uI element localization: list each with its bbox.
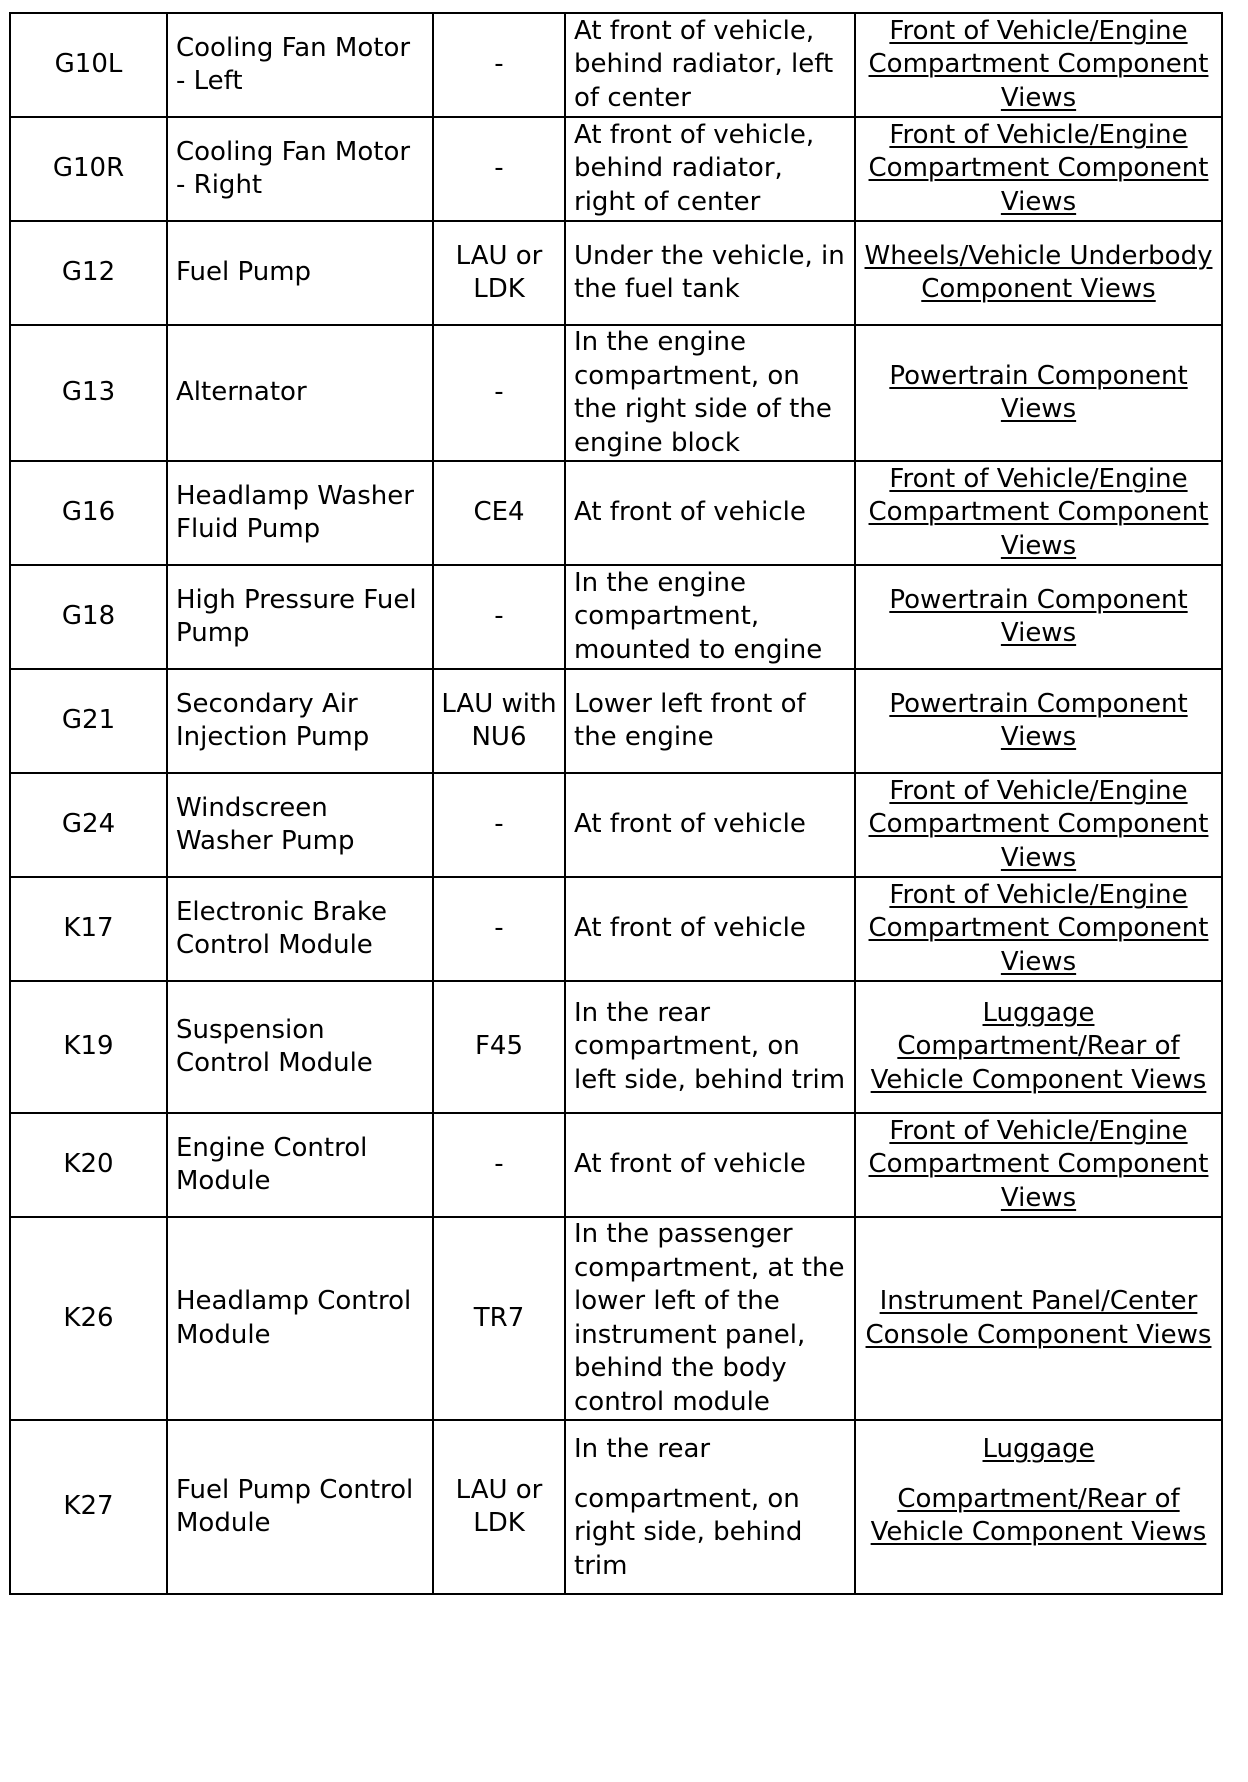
component-name: Secondary Air Injection Pump	[167, 669, 433, 773]
view-link[interactable]: Front of Vehicle/Engine Compartment Component Views	[868, 1115, 1209, 1213]
component-id: G18	[10, 565, 167, 669]
component-id: K20	[10, 1113, 167, 1217]
component-id: K26	[10, 1217, 167, 1420]
view-link[interactable]: Front of Vehicle/Engine Compartment Component Views	[868, 775, 1209, 873]
component-id: G16	[10, 461, 167, 565]
table-row	[10, 1113, 1222, 1217]
component-option: F45	[433, 981, 565, 1113]
component-id: G12	[10, 221, 167, 325]
component-locator-table	[9, 12, 1223, 1595]
component-location: In the rear compartment, on left side, behind trim	[565, 981, 855, 1113]
component-location: In the engine compartment, mounted to engine	[565, 565, 855, 669]
table-row	[10, 117, 1222, 221]
component-location: At front of vehicle	[565, 773, 855, 877]
view-link[interactable]: Instrument Panel/Center Console Component Views	[865, 1286, 1212, 1350]
component-id: G21	[10, 669, 167, 773]
component-option: LAU or LDK	[433, 221, 565, 325]
component-name: Fuel Pump Control Module	[167, 1420, 433, 1594]
table-row	[10, 981, 1222, 1113]
view-cell	[855, 13, 1222, 117]
component-location: At front of vehicle	[565, 1113, 855, 1217]
component-id: G10R	[10, 117, 167, 221]
component-location: Under the vehicle, in the fuel tank	[565, 221, 855, 325]
component-name: Engine Control Module	[167, 1113, 433, 1217]
component-id: K19	[10, 981, 167, 1113]
component-option: -	[433, 1113, 565, 1217]
component-id: G13	[10, 325, 167, 461]
component-name: Headlamp Control Module	[167, 1217, 433, 1420]
component-name: Cooling Fan Motor - Right	[167, 117, 433, 221]
component-option: -	[433, 13, 565, 117]
component-name: Suspension Control Module	[167, 981, 433, 1113]
table-row	[10, 1420, 1222, 1594]
view-link[interactable]: Powertrain Component Views	[889, 688, 1188, 752]
component-location: At front of vehicle	[565, 461, 855, 565]
component-id: G10L	[10, 13, 167, 117]
component-option: -	[433, 565, 565, 669]
view-cell	[855, 117, 1222, 221]
component-name: Alternator	[167, 325, 433, 461]
component-name: Fuel Pump	[167, 221, 433, 325]
component-option: LAU or LDK	[433, 1420, 565, 1594]
component-name: Headlamp Washer Fluid Pump	[167, 461, 433, 565]
component-location: At front of vehicle, behind radiator, right of center	[565, 117, 855, 221]
component-option: CE4	[433, 461, 565, 565]
view-cell	[855, 1420, 1222, 1594]
table-row	[10, 221, 1222, 325]
component-location	[565, 1420, 855, 1594]
component-name: Cooling Fan Motor - Left	[167, 13, 433, 117]
view-cell	[855, 669, 1222, 773]
view-cell	[855, 221, 1222, 325]
component-option: -	[433, 117, 565, 221]
view-link[interactable]: Front of Vehicle/Engine Compartment Component Views	[868, 15, 1209, 113]
table-row	[10, 13, 1222, 117]
location-line-1: In the rear	[574, 1434, 711, 1464]
component-option: -	[433, 877, 565, 981]
table-row	[10, 565, 1222, 669]
view-link[interactable]: Front of Vehicle/Engine Compartment Component Views	[868, 119, 1209, 217]
component-option: LAU with NU6	[433, 669, 565, 773]
view-cell	[855, 461, 1222, 565]
view-cell	[855, 773, 1222, 877]
view-link[interactable]: Powertrain Component Views	[889, 584, 1188, 648]
component-location: In the passenger compartment, at the lower left of the instrument panel, behind the body control module	[565, 1217, 855, 1420]
component-id: K17	[10, 877, 167, 981]
component-location: Lower left front of the engine	[565, 669, 855, 773]
component-id: G24	[10, 773, 167, 877]
table-row	[10, 877, 1222, 981]
component-name: High Pressure Fuel Pump	[167, 565, 433, 669]
view-cell	[855, 877, 1222, 981]
view-cell	[855, 325, 1222, 461]
view-link[interactable]: Front of Vehicle/Engine Compartment Component Views	[868, 463, 1209, 561]
view-cell	[855, 1217, 1222, 1420]
component-name: Electronic Brake Control Module	[167, 877, 433, 981]
view-link[interactable]: Luggage	[982, 1434, 1095, 1464]
component-id: K27	[10, 1420, 167, 1594]
component-name: Windscreen Washer Pump	[167, 773, 433, 877]
component-location: In the engine compartment, on the right side of the engine block	[565, 325, 855, 461]
component-option: -	[433, 325, 565, 461]
view-link[interactable]: Powertrain Component Views	[889, 360, 1188, 424]
table-row	[10, 461, 1222, 565]
table-row	[10, 325, 1222, 461]
table-row	[10, 669, 1222, 773]
view-cell	[855, 981, 1222, 1113]
view-link[interactable]: Luggage Compartment/Rear of Vehicle Component Views	[870, 997, 1207, 1095]
view-link[interactable]: Wheels/Vehicle Underbody Component Views	[864, 240, 1213, 304]
view-link[interactable]: Front of Vehicle/Engine Compartment Component Views	[868, 879, 1209, 977]
view-cell	[855, 1113, 1222, 1217]
table-row	[10, 1217, 1222, 1420]
component-location: At front of vehicle	[565, 877, 855, 981]
location-line-2: compartment, on right side, behind trim	[574, 1483, 803, 1581]
component-option: TR7	[433, 1217, 565, 1420]
view-link[interactable]: Compartment/Rear of Vehicle Component Views	[870, 1483, 1207, 1547]
component-option: -	[433, 773, 565, 877]
table-row	[10, 773, 1222, 877]
component-location: At front of vehicle, behind radiator, left of center	[565, 13, 855, 117]
view-cell	[855, 565, 1222, 669]
